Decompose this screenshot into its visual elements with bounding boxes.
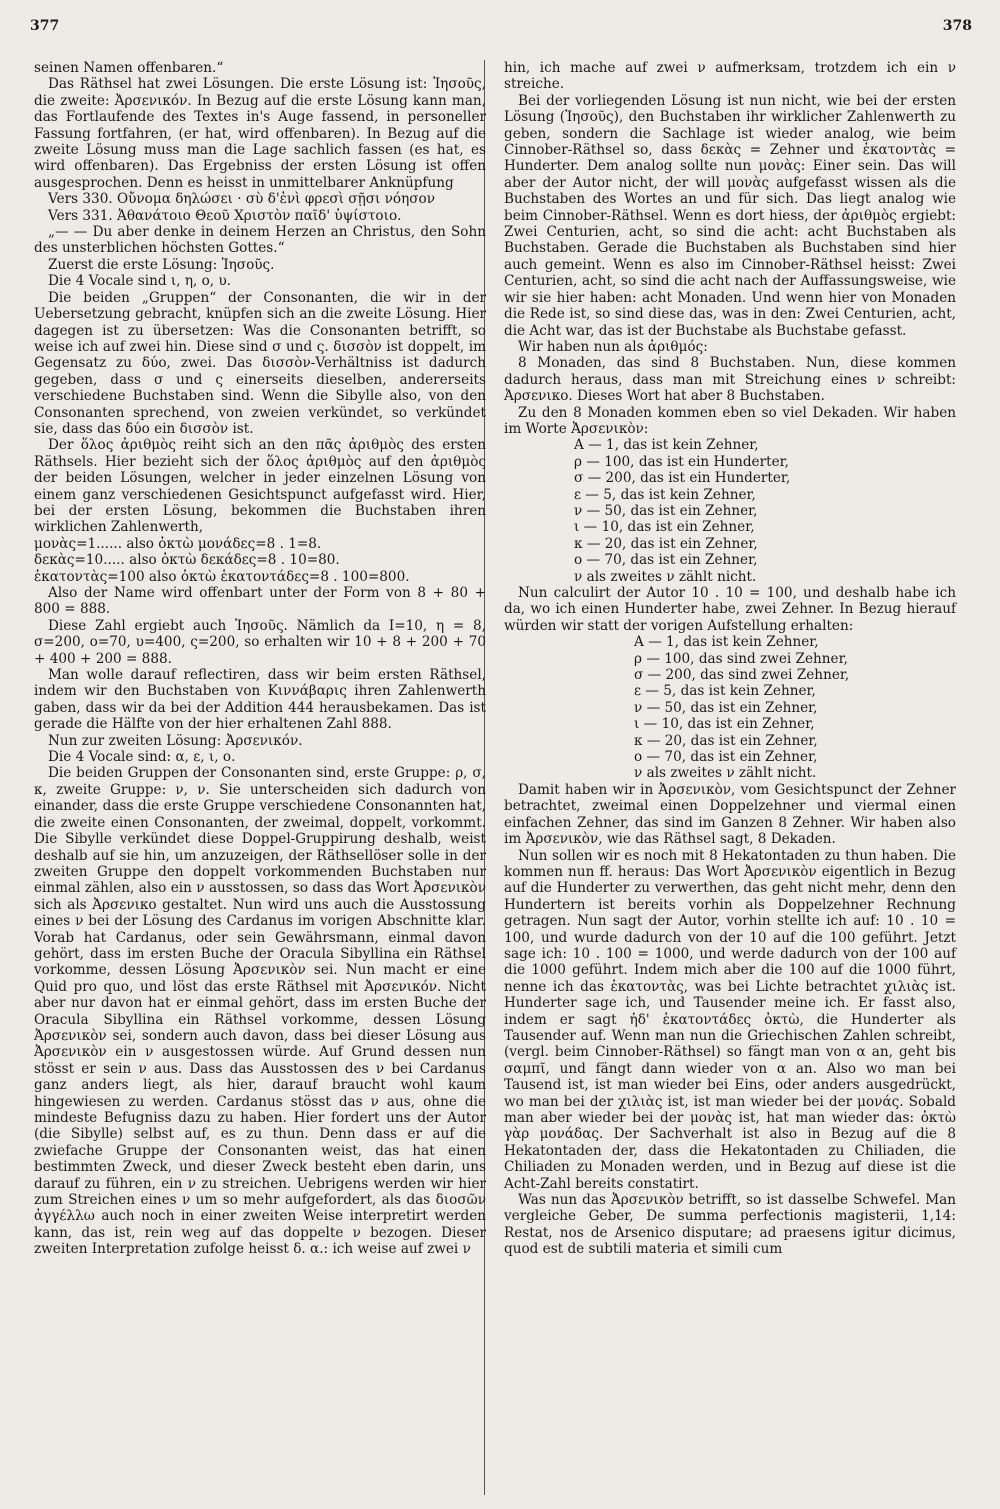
paragraph: Die 4 Vocale sind: α, ε, ι, ο. <box>48 749 236 766</box>
equation-line: μονὰς=1...... also ὀκτὼ μονάδες=8 . 1=8. <box>34 535 322 552</box>
right-page-number: 378 <box>942 18 972 34</box>
paragraph: Zu den 8 Monaden kommen eben so viel Dekaden. Wir haben im Worte Ἀρσενικὸν: <box>504 404 956 437</box>
equation-line: ἑκατοντὰς=100 also ὀκτὼ ἑκατοντάδες=8 . 100=800. <box>34 568 410 585</box>
letter-value-line: κ — 20, das ist ein Zehner, <box>634 732 818 749</box>
paragraph: Nun sollen wir es noch mit 8 Hekatontaden zu thun haben. Die kommen nun ff. heraus: Das Wort Ἀρσενικὸν eigentlich in Bezug auf die Hunderter zu verwerthen, das geht nicht mehr, denn den Hundertern ist bereits vorhin als Doppelzehner Rechnung getragen. Nun sagt der Autor, vorhin stellte ich auf: 10 . 10 = 100, und wurde dadurch von der 10 auf die 100 geführt. Jetzt sage ich: 10 . 100 = 1000, und werde dadurch von der 100 auf die 1000 geführt. Indem mich aber die 100 auf die 1000 führt, nenne ich das ἑκατοντὰς, was bei Lichte betrachtet χιλιὰς ist. Hunderter sage ich, und Tausender meine ich. Er fasst also, indem er sagt ἠδ' ἑκατοντάδες ὀκτὼ, die Hunderter als Tausender auf. Wenn man nun die Griechischen Zahlen schreibt, (vergl. beim Cinnober-Räthsel) so fängt man von α an, geht bis σαμπῖ, und fängt dann wieder von α an. Also wo man bei Tausend ist, ist man wieder bei Eins, oder anders ausgedrückt, wo man bei der χιλιὰς ist, ist man wieder bei der μονάς. Sobald man aber wieder bei der μονὰς ist, hat man wieder das: ὀκτὼ γὰρ μονάδας. Der Sachverhalt ist also in Bezug auf die 8 Hekatontaden der, dass die Hekatontaden zu Chiliaden, die Chiliaden zu Monaden werden, und in Bezug auf diese ist die Acht-Zahl bereits constatirt. <box>504 847 956 1192</box>
letter-value-line: ρ — 100, das ist ein Hunderter, <box>574 453 789 470</box>
paragraph: Zuerst die erste Lösung: Ἰησοῦς. <box>48 256 275 273</box>
paragraph: Diese Zahl ergiebt auch Ἰησοῦς. Nämlich da I=10, η = 8, σ=200, ο=70, υ=400, ς=200, so erhalten wir 10 + 8 + 200 + 70 + 400 + 200 = 888. <box>34 617 486 667</box>
paragraph: Das Räthsel hat zwei Lösungen. Die erste Lösung ist: Ἰησοῦς, die zweite: Ἀρσενικόν. In Bezug auf die erste Lösung kann man, das Fortlaufende des Textes in's Auge fassend, in personeller Fassung fortfahren, (er hat, wird offenbaren). In Bezug auf die zweite Lösung muss man die Lage sachlich fassen (es hat, es wird offenbaren). Das Ergebniss der ersten Lösung ist offen ausgesprochen. Denn es heisst in unmittelbarer Anknüpfung <box>34 76 486 191</box>
paragraph: Also der Name wird offenbart unter der Form von 8 + 80 + 800 = 888. <box>34 585 486 618</box>
paragraph: Der ὅλος ἀριθμὸς reiht sich an den πᾶς ἀριθμὸς des ersten Räthsels. Hier bezieht sich der ὅλος ἀριθμὸς auf den ἀριθμὸς der beiden Lösungen, welcher in jeder einzelnen Lösung von einem ganz verschiedenen Gesichtspunct aufgefasst wird. Hier, bei der ersten Lösung, bekommen die Buchstaben ihren wirklichen Zahlenwerth, <box>34 437 486 536</box>
verse-line: Vers 331. Ἀθανάτοιο Θεοῦ Χριστὸν παῖδ' ὑψίστοιο. <box>48 207 402 224</box>
verse-line: Vers 330. Οὔνομα δηλώσει · σὺ δ'ἐνὶ φρεσὶ σῇσι νόησον <box>48 191 435 208</box>
paragraph: Was nun das Ἀρσενικὸν betrifft, so ist dasselbe Schwefel. Man vergleiche Geber, De summa perfectionis magisterii, 1,14: Restat, nos de Arsenico disputare; ad praesens igitur dicimus, quod est de subtili materia et simili cum <box>504 1192 956 1258</box>
paragraph: „— — Du aber denke in deinem Herzen an Christus, den Sohn des unsterblichen höchsten Gottes.“ <box>34 224 486 257</box>
letter-value-line: σ — 200, das ist ein Hunderter, <box>574 470 791 487</box>
letter-value-line: κ — 20, das ist ein Zehner, <box>574 535 758 552</box>
paragraph: Wir haben nun als ἀριθμός: <box>518 338 708 355</box>
letter-value-line: ν als zweites ν zählt nicht. <box>634 765 817 782</box>
left-page-number: 377 <box>30 18 60 34</box>
letter-value-line: ε — 5, das ist kein Zehner, <box>574 486 756 503</box>
paragraph: seinen Namen offenbaren.“ <box>34 60 224 76</box>
letter-value-line: ο — 70, das ist ein Zehner, <box>574 552 758 569</box>
left-column <box>34 60 486 1258</box>
letter-value-line: σ — 200, das sind zwei Zehner, <box>634 667 850 684</box>
paragraph: Die beiden „Gruppen“ der Consonanten, die wir in der Uebersetzung gebracht, knüpfen sich an die zweite Lösung. Hier dagegen ist zu übersetzen: Was die Consonanten betrifft, so weise ich auf zwei hin. Diese sind σ und ς. δισσὸν ist doppelt, im Gegensatz zu δύο, zwei. Das δισσὸν-Verhältniss ist dadurch gegeben, dass σ und ς einerseits dieselben, andererseits verschiedene Buchstaben sind. Wenn die Sibylle also, von den Consonanten sprechend, von zweien verkündet, so verkündet sie, dass das δύο ein δισσὸν ist. <box>34 289 486 437</box>
letter-value-line: ν als zweites ν zählt nicht. <box>574 568 757 585</box>
paragraph: Man wolle darauf reflectiren, dass wir beim ersten Räthsel, indem wir den Buchstaben von Κιννάβαρις ihren Zahlenwerth gaben, dass wir da bei der Addition 444 herausbekamen. Das ist gerade die Hälfte von der hier erhaltenen Zahl 888. <box>34 667 486 733</box>
letter-value-line: ε — 5, das ist kein Zehner, <box>634 683 816 700</box>
equation-line: δεκὰς=10..... also ὀκτὼ δεκάδες=8 . 10=80. <box>34 552 340 569</box>
letter-value-line: ν — 50, das ist ein Zehner, <box>574 502 758 519</box>
paragraph: hin, ich mache auf zwei ν aufmerksam, trotzdem ich ein ν streiche. <box>504 60 956 93</box>
letter-value-line: ρ — 100, das sind zwei Zehner, <box>634 650 848 667</box>
letter-value-line: Α — 1, das ist kein Zehner, <box>634 634 819 651</box>
letter-value-line: ο — 70, das ist ein Zehner, <box>634 749 818 766</box>
right-column <box>504 60 956 1258</box>
paragraph: Nun calculirt der Autor 10 . 10 = 100, und deshalb habe ich da, wo ich einen Hunderter habe, zwei Zehner. In Bezug hierauf würden wir statt der vorigen Aufstellung erhalten: <box>504 585 956 634</box>
paragraph: Bei der vorliegenden Lösung ist nun nicht, wie bei der ersten Lösung (Ἰησοῦς), den Buchstaben ihr wirklicher Zahlenwerth zu geben, sondern die Sachlage ist wieder analog, wie beim Cinnober-Räthsel so, dass δεκὰς = Zehner und ἑκατοντὰς = Hunderter. Dem analog sollte nun μονὰς: Einer sein. Das will aber der Autor nicht, der will μονὰς aufgefasst wissen als die Buchstaben des Wortes an und für sich. Das liegt analog wie beim Cinnober-Räthsel. Wenn es dort hiess, der ἀριθμὸς ergiebt: Zwei Centurien, acht, so sind die acht: acht Buchstaben als Buchstaben. Gerade die Buchstaben als Buchstaben sind hier auch gemeint. Wenn es also im Cinnober-Räthsel heisst: Zwei Centurien, acht, so sind die acht nach der Auffassungsweise, wie wir sie hier haben: acht Monaden. Und wenn hier von Monaden die Rede ist, so sind diese das, was in den: Zwei Centurien, acht, die Acht war, das ist der Buchstabe als Buchstabe gefasst. <box>504 92 956 339</box>
paragraph: 8 Monaden, das sind 8 Buchstaben. Nun, diese kommen dadurch heraus, dass man mit Streichung eines ν schreibt: Ἀρσενικο. Dieses Wort hat aber 8 Buchstaben. <box>504 355 956 405</box>
paragraph: Die beiden Gruppen der Consonanten sind, erste Gruppe: ρ, σ, κ, zweite Gruppe: ν, ν. Sie unterscheiden sich dadurch von einander, dass die erste Gruppe verschiedene Consonannten hat, die zweite einen Consonanten, der zweimal, doppelt, vorkommt. Die Sibylle verkündet diese Doppel-Gruppirung deshalb, weist deshalb auf sie hin, um anzuzeigen, der Räthsellöser solle in der zweiten Gruppe den doppelt vorkommenden Buchstaben nur einmal zählen, also ein ν ausstossen, so dass das Wort Ἀρσενικὸν sich als Ἀρσενικο gestaltet. Nun wird uns auch die Ausstossung eines ν bei der Lösung des Cardanus im vorigen Abschnitte klar. Vorab hat Cardanus, oder sein Gewährsmann, einmal davon gehört, dass im ersten Buche der Oracula Sibyllina ein Räthsel vorkomme, dessen Lösung Ἀρσενικὸν sei. Nun macht er eine Quid pro quo, und löst das erste Räthsel mit Ἀρσενικόν. Nicht aber nur davon hat er einmal gehört, dass im ersten Buche der Oracula Sibyllina ein Räthsel vorkomme, dessen Lösung Ἀρσενικὸν sei, sondern auch davon, dass bei dieser Lösung aus Ἀρσενικὸν ein ν ausgestossen würde. Auf Grund dessen nun stösst er sein ν aus. Dass das Ausstossen des ν bei Cardanus ganz anders liegt, als hier, darauf braucht wohl kaum hingewiesen zu werden. Cardanus stösst das ν aus, ohne die mindeste Befugniss dazu zu haben. Hier fordert uns der Autor (die Sibylle) selbst auf, es zu thun. Denn dass er auf die zwiefache Gruppe der Consonanten weist, das hat einen bestimmten Zweck, und dieser Zweck besteht eben darin, uns darauf zu führen, ein ν zu streichen. Uebrigens werden wir hier zum Streichen eines ν um so mehr aufgefordert, als das διοσῶν ἀγγέλλω auch noch in einer zweiten Weise interpretirt werden kann, das ist, rein weg auf das doppelte ν bezogen. Dieser zweiten Interpretation zufolge heisst δ. α.: ich weise auf zwei ν <box>34 765 486 1258</box>
paragraph: Damit haben wir in Ἀρσενικὸν, vom Gesichtspunct der Zehner betrachtet, zweimal einen Doppelzehner und viermal einen einfachen Zehner, das sind im Ganzen 8 Zehner. Wir haben also im Ἀρσενικὸν, wie das Räthsel sagt, 8 Dekaden. <box>504 781 956 848</box>
letter-value-line: ι — 10, das ist ein Zehner, <box>634 716 815 733</box>
paragraph: Die 4 Vocale sind ι, η, ο, υ. <box>48 273 232 290</box>
paragraph: Nun zur zweiten Lösung: Ἀρσενικόν. <box>48 732 303 749</box>
letter-value-line: ν — 50, das ist ein Zehner, <box>634 699 818 716</box>
letter-value-line: ι — 10, das ist ein Zehner, <box>574 519 755 536</box>
letter-value-line: Α — 1, das ist kein Zehner, <box>574 437 759 454</box>
